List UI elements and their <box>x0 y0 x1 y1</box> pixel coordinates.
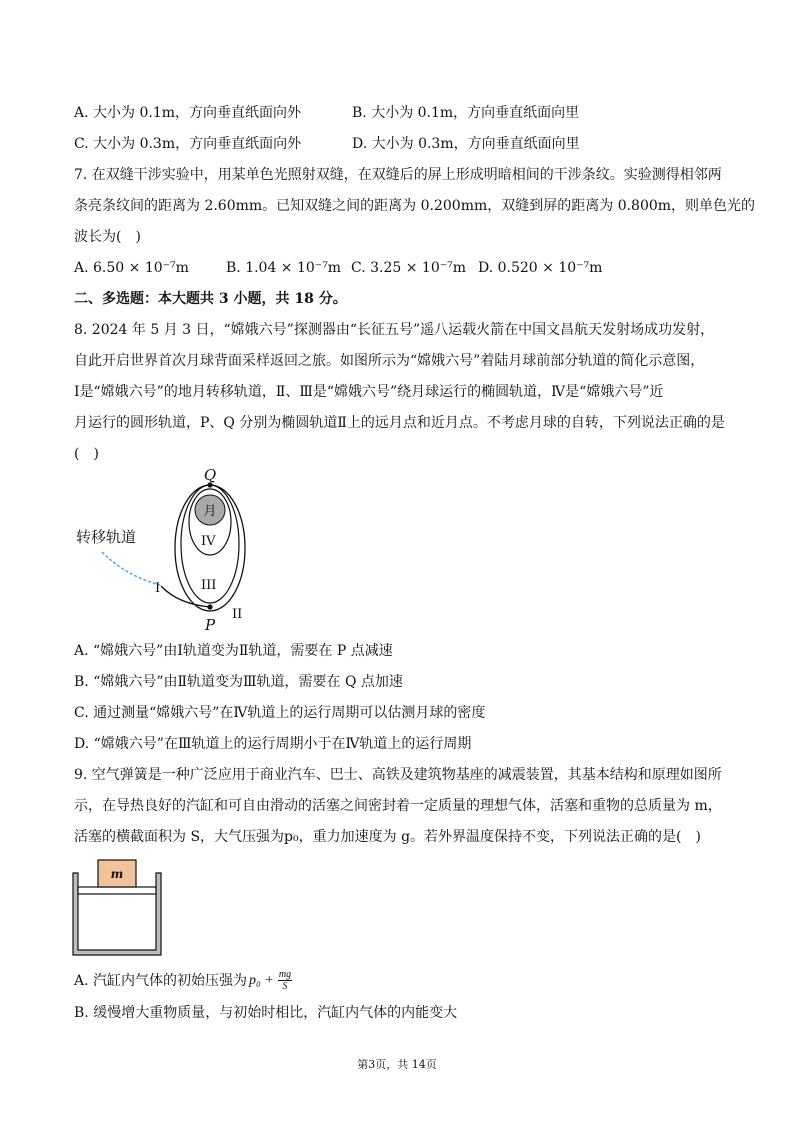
label-p: P <box>204 616 216 634</box>
q7-stem-line-1: 7. 在双缝干涉实验中，用某单色光照射双缝，在双缝后的屏上形成明暗相间的干涉条纹。实验测得相邻两 <box>74 167 722 183</box>
q9-cylinder-diagram <box>72 856 168 958</box>
q8-option-a: A. “嫦娥六号”由Ⅰ轨道变为Ⅱ轨道，需要在 P 点减速 <box>74 643 393 659</box>
label-orbit-iii: III <box>201 578 217 593</box>
q7-option-b: B. 1.04 × 10⁻⁷m <box>226 260 342 276</box>
mass-label: m <box>110 867 124 881</box>
q8-stem-line-5: ( ) <box>74 446 99 462</box>
q7-stem-line-3: 波长为( ) <box>74 229 141 245</box>
q6-option-c: C. 大小为 0.3m，方向垂直纸面向外 <box>74 136 302 152</box>
q8-option-c: C. 通过测量“嫦娥六号”在Ⅳ轨道上的运行周期可以估测月球的密度 <box>74 705 486 721</box>
q6-option-b: B. 大小为 0.1m，方向垂直纸面向里 <box>352 105 580 121</box>
section-heading-multiple-choice: 二、多选题：本大题共 3 小题，共 18 分。 <box>74 291 347 307</box>
q8-stem-line-2: 自此开启世界首次月球背面采样返回之旅。如图所示为“嫦娥六号”着陆月球前部分轨道的简化示意图， <box>74 353 705 369</box>
q9-option-a-p0: p₀ + <box>249 972 274 988</box>
fraction-numerator: mg <box>278 969 292 980</box>
label-orbit-ii: II <box>232 607 243 622</box>
label-q: Q <box>203 466 217 484</box>
q6-option-d: D. 大小为 0.3m，方向垂直纸面向里 <box>352 136 580 152</box>
fraction-denominator: S <box>282 981 288 992</box>
q7-option-c: C. 3.25 × 10⁻⁷m <box>351 260 467 276</box>
q8-option-d: D. “嫦娥六号”在Ⅲ轨道上的运行周期小于在Ⅳ轨道上的运行周期 <box>74 736 472 752</box>
page-footer: 第3页，共 14页 <box>357 1058 437 1071</box>
q9-stem-line-1: 9. 空气弹簧是一种广泛应用于商业汽车、巴士、高铁及建筑物基座的减震装置，其基本结构和原理如图所 <box>74 767 722 783</box>
q9-option-a-text: A. 汽缸内气体的初始压强为 <box>74 972 248 989</box>
label-orbit-iv: IV <box>201 534 216 549</box>
q8-stem-line-4: 月运行的圆形轨道，P、Q 分别为椭圆轨道Ⅱ上的远月点和近月点。不考虑月球的自转，下列说法正确的是 <box>74 415 725 431</box>
label-transfer-orbit: 转移轨道 <box>76 528 137 546</box>
q7-option-d: D. 0.520 × 10⁻⁷m <box>478 260 603 276</box>
point-p <box>207 604 212 609</box>
moon-label: 月 <box>203 504 217 519</box>
piston <box>78 887 156 894</box>
q9-option-a-fraction <box>278 969 292 992</box>
q8-stem-line-3: Ⅰ是“嫦娥六号”的地月转移轨道，Ⅱ、Ⅲ是“嫦娥六号”绕月球运行的椭圆轨道，Ⅳ是“嫦娥六号”近 <box>74 384 664 400</box>
q7-option-a: A. 6.50 × 10⁻⁷m <box>74 260 189 276</box>
q9-option-b: B. 缓慢增大重物质量，与初始时相比，汽缸内气体的内能变大 <box>74 1005 458 1021</box>
q9-stem-line-2: 示，在导热良好的汽缸和可自由滑动的活塞之间密封着一定质量的理想气体，活塞和重物的总质量为 m， <box>74 798 722 814</box>
transfer-orbit-dashed <box>102 552 160 585</box>
q9-stem-line-3: 活塞的横截面积为 S，大气压强为p₀，重力加速度为 g。若外界温度保持不变，下列说法正确的是( ) <box>74 829 701 845</box>
q7-stem-line-2: 条亮条纹间的距离为 2.60mm。已知双缝之间的距离为 0.200mm，双缝到屏的距离为 0.800m，则单色光的 <box>74 198 756 214</box>
q6-option-a: A. 大小为 0.1m，方向垂直纸面向外 <box>74 105 302 121</box>
q8-stem-line-1: 8. 2024 年 5 月 3 日，“嫦娥六号”探测器由“长征五号”遥八运载火箭在中国文昌航天发射场成功发射， <box>74 322 715 338</box>
q8-option-b: B. “嫦娥六号”由Ⅱ轨道变为Ⅲ轨道，需要在 Q 点加速 <box>74 674 403 690</box>
label-orbit-i: I <box>155 581 161 596</box>
q8-orbit-diagram <box>70 466 270 638</box>
q9-option-a <box>74 969 292 992</box>
